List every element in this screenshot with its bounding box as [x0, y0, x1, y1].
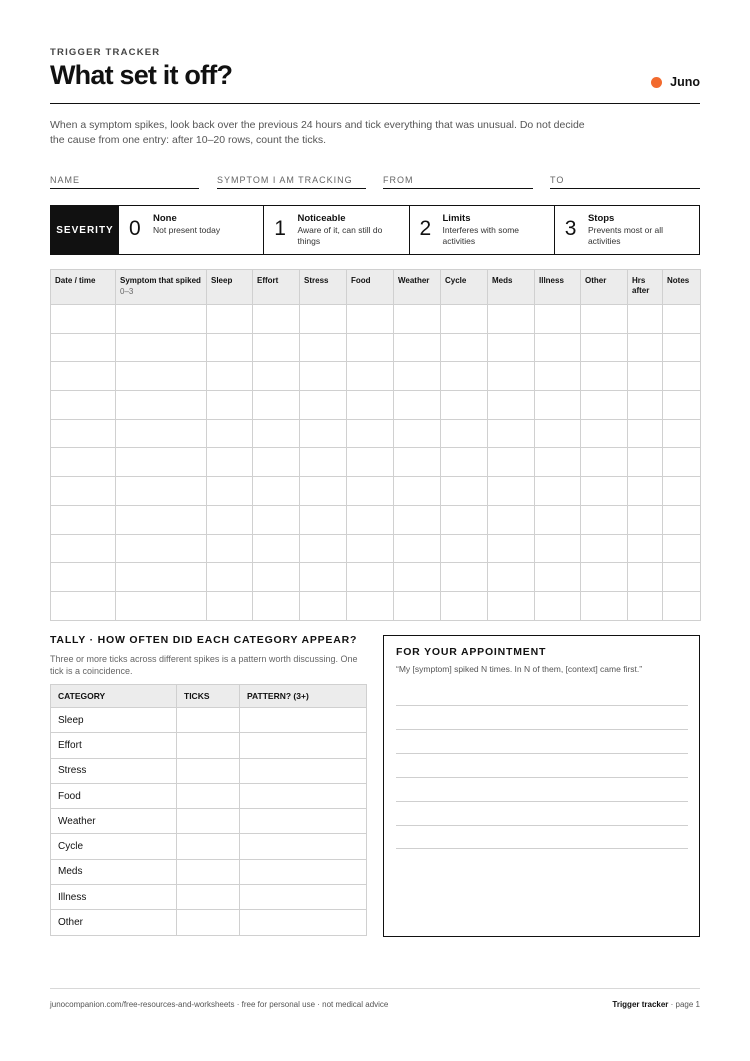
log-cell[interactable] — [628, 391, 663, 420]
log-cell[interactable] — [394, 563, 441, 592]
severity-level-1 — [263, 206, 408, 254]
log-row — [51, 391, 701, 420]
log-cell[interactable] — [441, 505, 488, 534]
severity-label: Noticeable — [297, 213, 346, 224]
log-cell[interactable] — [441, 534, 488, 563]
tally-pattern-cell[interactable] — [240, 859, 367, 884]
log-cell[interactable] — [207, 419, 253, 448]
eyebrow-label: TRIGGER TRACKER — [50, 47, 161, 58]
log-cell[interactable] — [628, 362, 663, 391]
log-cell[interactable] — [394, 391, 441, 420]
log-cell[interactable] — [253, 391, 300, 420]
column-header-hrs-after: Hrs after — [628, 270, 663, 305]
log-cell[interactable] — [51, 333, 116, 362]
tally-row — [51, 834, 367, 859]
log-cell[interactable] — [347, 477, 394, 506]
log-cell[interactable] — [207, 591, 253, 620]
tally-ticks-cell[interactable] — [177, 910, 240, 935]
tally-category-label: Weather — [51, 809, 177, 834]
tally-pattern-cell[interactable] — [240, 910, 367, 935]
log-cell[interactable] — [116, 419, 207, 448]
log-cell[interactable] — [535, 534, 581, 563]
log-row — [51, 477, 701, 506]
tally-note: Three or more ticks across different spikes is a pattern worth discussing. One tick is a coincidence. — [50, 654, 358, 676]
log-cell[interactable] — [488, 362, 535, 391]
log-cell[interactable] — [300, 563, 347, 592]
log-cell[interactable] — [116, 591, 207, 620]
log-cell[interactable] — [663, 505, 701, 534]
log-cell[interactable] — [581, 591, 628, 620]
intro-text: When a symptom spikes, look back over the previous 24 hours and tick everything that was unusual. Do not decide the cause from one entry: after 10–20 rows, count the ticks. — [50, 119, 585, 146]
log-cell[interactable] — [628, 419, 663, 448]
log-cell[interactable] — [488, 505, 535, 534]
log-cell[interactable] — [116, 534, 207, 563]
appointment-quote: “My [symptom] spiked N times. In N of them, [context] came first.” — [396, 664, 643, 674]
log-cell[interactable] — [253, 448, 300, 477]
log-cell[interactable] — [253, 591, 300, 620]
tally-row — [51, 809, 367, 834]
log-cell[interactable] — [663, 391, 701, 420]
log-cell[interactable] — [535, 591, 581, 620]
log-cell[interactable] — [663, 563, 701, 592]
severity-description: Not present today — [153, 225, 221, 235]
log-cell[interactable] — [51, 477, 116, 506]
log-cell[interactable] — [663, 305, 701, 334]
severity-description: Aware of it, can still do things — [297, 225, 383, 246]
tally-table — [50, 684, 367, 936]
log-cell[interactable] — [663, 591, 701, 620]
footer-doc-name: Trigger tracker — [612, 1000, 669, 1009]
log-cell[interactable] — [441, 419, 488, 448]
log-cell[interactable] — [207, 505, 253, 534]
worksheet-page — [50, 0, 700, 1061]
log-cell[interactable] — [347, 448, 394, 477]
column-header-weather: Weather — [394, 270, 441, 305]
log-row — [51, 333, 701, 362]
appointment-writing-line[interactable] — [396, 777, 688, 778]
tally-ticks-cell[interactable] — [177, 809, 240, 834]
log-cell[interactable] — [628, 477, 663, 506]
log-row — [51, 305, 701, 334]
log-cell[interactable] — [488, 448, 535, 477]
log-cell[interactable] — [441, 333, 488, 362]
tally-pattern-cell[interactable] — [240, 885, 367, 910]
brand-logo — [651, 75, 700, 89]
log-cell[interactable] — [535, 448, 581, 477]
log-cell[interactable] — [394, 305, 441, 334]
tally-ticks-cell[interactable] — [177, 708, 240, 733]
log-cell[interactable] — [488, 563, 535, 592]
footer-url: junocompanion.com/free-resources-and-worksheets · free for personal use · not medical advice — [50, 1000, 389, 1009]
log-cell[interactable] — [51, 419, 116, 448]
column-header-sleep: Sleep — [207, 270, 253, 305]
log-cell[interactable] — [663, 419, 701, 448]
log-cell[interactable] — [535, 391, 581, 420]
log-cell[interactable] — [51, 362, 116, 391]
tally-header-ticks: TICKS — [177, 685, 240, 708]
log-cell[interactable] — [394, 477, 441, 506]
log-cell[interactable] — [51, 591, 116, 620]
log-cell[interactable] — [488, 333, 535, 362]
symptom-field-label: SYMPTOM I AM TRACKING — [217, 175, 353, 185]
tally-header-pattern: PATTERN? (3+) — [240, 685, 367, 708]
log-cell[interactable] — [347, 505, 394, 534]
log-cell[interactable] — [300, 333, 347, 362]
column-header-stress: Stress — [300, 270, 347, 305]
log-cell[interactable] — [628, 448, 663, 477]
log-row — [51, 563, 701, 592]
tally-pattern-cell[interactable] — [240, 834, 367, 859]
log-cell[interactable] — [394, 591, 441, 620]
log-cell[interactable] — [628, 505, 663, 534]
severity-number: 0 — [129, 217, 141, 240]
log-cell[interactable] — [663, 448, 701, 477]
log-cell[interactable] — [581, 477, 628, 506]
tally-category-label: Food — [51, 783, 177, 808]
log-cell[interactable] — [300, 591, 347, 620]
severity-heading: SEVERITY — [51, 206, 119, 254]
severity-label: Limits — [442, 213, 471, 224]
log-cell[interactable] — [51, 391, 116, 420]
from-field-label: FROM — [383, 175, 414, 185]
log-cell[interactable] — [441, 563, 488, 592]
tally-row — [51, 733, 367, 758]
name-field[interactable] — [50, 170, 199, 189]
log-cell[interactable] — [300, 505, 347, 534]
log-cell[interactable] — [51, 505, 116, 534]
tally-pattern-cell[interactable] — [240, 708, 367, 733]
log-cell[interactable] — [581, 534, 628, 563]
log-cell[interactable] — [441, 362, 488, 391]
log-cell[interactable] — [116, 362, 207, 391]
log-cell[interactable] — [581, 333, 628, 362]
log-cell[interactable] — [663, 534, 701, 563]
appointment-writing-line[interactable] — [396, 729, 688, 730]
log-cell[interactable] — [441, 591, 488, 620]
log-cell[interactable] — [663, 362, 701, 391]
severity-label: Stops — [587, 213, 615, 224]
log-cell[interactable] — [347, 563, 394, 592]
column-header-illness: Illness — [535, 270, 581, 305]
log-cell[interactable] — [581, 563, 628, 592]
tally-category-label: Illness — [51, 885, 177, 910]
tally-category-label: Sleep — [51, 708, 177, 733]
log-cell[interactable] — [488, 591, 535, 620]
log-cell[interactable] — [347, 534, 394, 563]
column-header-effort: Effort — [253, 270, 300, 305]
log-cell[interactable] — [535, 477, 581, 506]
name-field-label: NAME — [50, 175, 81, 185]
log-cell[interactable] — [207, 333, 253, 362]
tally-category-label: Stress — [51, 758, 177, 783]
log-cell[interactable] — [394, 333, 441, 362]
log-cell[interactable] — [347, 362, 394, 391]
severity-level-0 — [119, 206, 263, 254]
tally-pattern-cell[interactable] — [240, 758, 367, 783]
log-cell[interactable] — [300, 448, 347, 477]
log-cell[interactable] — [253, 419, 300, 448]
log-cell[interactable] — [347, 419, 394, 448]
log-cell[interactable] — [207, 448, 253, 477]
severity-number: 3 — [564, 217, 577, 240]
column-header-date-time: Date / time — [51, 270, 116, 305]
tally-ticks-cell[interactable] — [177, 859, 240, 884]
log-cell[interactable] — [488, 391, 535, 420]
log-cell[interactable] — [116, 505, 207, 534]
brand-name: Juno — [670, 75, 700, 89]
log-cell[interactable] — [488, 534, 535, 563]
column-header-meds: Meds — [488, 270, 535, 305]
log-cell[interactable] — [535, 305, 581, 334]
log-cell[interactable] — [535, 563, 581, 592]
severity-description: Interferes with some activities — [442, 225, 520, 246]
severity-number: 1 — [274, 217, 286, 240]
log-cell[interactable] — [51, 448, 116, 477]
log-cell[interactable] — [253, 305, 300, 334]
log-cell[interactable] — [253, 362, 300, 391]
symptom-field[interactable] — [217, 170, 366, 189]
log-cell[interactable] — [116, 333, 207, 362]
to-date-field[interactable] — [550, 170, 700, 189]
column-header-symptom: Symptom that spiked 0–3 — [116, 270, 207, 305]
log-cell[interactable] — [663, 477, 701, 506]
log-cell[interactable] — [488, 305, 535, 334]
log-row — [51, 591, 701, 620]
log-cell[interactable] — [207, 563, 253, 592]
log-cell[interactable] — [394, 505, 441, 534]
appointment-writing-line[interactable] — [396, 801, 688, 802]
header-divider — [50, 103, 700, 104]
tally-ticks-cell[interactable] — [177, 783, 240, 808]
log-cell[interactable] — [207, 362, 253, 391]
log-cell[interactable] — [207, 391, 253, 420]
appointment-box — [383, 635, 700, 937]
log-cell[interactable] — [207, 477, 253, 506]
log-cell[interactable] — [581, 448, 628, 477]
tally-pattern-cell[interactable] — [240, 783, 367, 808]
log-cell[interactable] — [300, 477, 347, 506]
log-cell[interactable] — [300, 419, 347, 448]
tally-row — [51, 910, 367, 935]
footer-divider — [50, 988, 700, 989]
severity-level-2 — [409, 206, 554, 254]
footer-page-number: · page 1 — [668, 1000, 700, 1009]
log-cell[interactable] — [535, 333, 581, 362]
log-cell[interactable] — [300, 391, 347, 420]
page-title: What set it off? — [50, 60, 233, 90]
tally-category-label: Effort — [51, 733, 177, 758]
tally-row — [51, 708, 367, 733]
log-cell[interactable] — [628, 333, 663, 362]
tally-row — [51, 783, 367, 808]
severity-number: 2 — [419, 217, 432, 240]
tally-pattern-cell[interactable] — [240, 733, 367, 758]
log-cell[interactable] — [253, 477, 300, 506]
log-cell[interactable] — [581, 305, 628, 334]
tally-title: TALLY · HOW OFTEN DID EACH CATEGORY APPEAR? — [50, 634, 358, 646]
log-cell[interactable] — [253, 333, 300, 362]
log-cell[interactable] — [581, 391, 628, 420]
log-cell[interactable] — [441, 448, 488, 477]
severity-description: Prevents most or all activities — [587, 225, 664, 246]
log-cell[interactable] — [116, 477, 207, 506]
log-cell[interactable] — [441, 305, 488, 334]
log-row — [51, 448, 701, 477]
trigger-log-table — [50, 269, 701, 621]
log-cell[interactable] — [394, 448, 441, 477]
appointment-writing-line[interactable] — [396, 848, 688, 849]
log-header-row — [51, 270, 701, 305]
appointment-writing-line[interactable] — [396, 825, 688, 826]
log-cell[interactable] — [51, 563, 116, 592]
log-cell[interactable] — [116, 391, 207, 420]
column-header-food: Food — [347, 270, 394, 305]
log-cell[interactable] — [488, 419, 535, 448]
log-row — [51, 534, 701, 563]
tally-ticks-cell[interactable] — [177, 834, 240, 859]
appointment-writing-line[interactable] — [396, 753, 688, 754]
tally-header-row — [51, 685, 367, 708]
log-cell[interactable] — [581, 505, 628, 534]
log-cell[interactable] — [628, 534, 663, 563]
log-cell[interactable] — [300, 305, 347, 334]
log-cell[interactable] — [394, 419, 441, 448]
log-row — [51, 362, 701, 391]
log-row — [51, 505, 701, 534]
tally-ticks-cell[interactable] — [177, 758, 240, 783]
log-cell[interactable] — [441, 391, 488, 420]
log-cell[interactable] — [394, 534, 441, 563]
log-cell[interactable] — [51, 305, 116, 334]
log-cell[interactable] — [116, 448, 207, 477]
log-cell[interactable] — [116, 305, 207, 334]
log-cell[interactable] — [300, 362, 347, 391]
log-cell[interactable] — [207, 305, 253, 334]
tally-header-category: CATEGORY — [51, 685, 177, 708]
tally-row — [51, 758, 367, 783]
log-cell[interactable] — [300, 534, 347, 563]
log-cell[interactable] — [116, 563, 207, 592]
log-cell[interactable] — [535, 419, 581, 448]
log-row — [51, 419, 701, 448]
from-date-field[interactable] — [383, 170, 533, 189]
log-cell[interactable] — [253, 505, 300, 534]
footer-page-label — [612, 1000, 700, 1009]
log-cell[interactable] — [394, 362, 441, 391]
column-header-cycle: Cycle — [441, 270, 488, 305]
log-cell[interactable] — [581, 419, 628, 448]
log-cell[interactable] — [207, 534, 253, 563]
tally-row — [51, 859, 367, 884]
column-subheader-scale: 0–3 — [120, 287, 134, 296]
tally-category-label: Meds — [51, 859, 177, 884]
log-cell[interactable] — [535, 362, 581, 391]
severity-level-3 — [554, 206, 699, 254]
log-cell[interactable] — [253, 563, 300, 592]
log-cell[interactable] — [488, 477, 535, 506]
column-header-notes: Notes — [663, 270, 701, 305]
log-cell[interactable] — [253, 534, 300, 563]
log-cell[interactable] — [441, 477, 488, 506]
appointment-writing-line[interactable] — [396, 705, 688, 706]
column-header-other: Other — [581, 270, 628, 305]
log-cell[interactable] — [628, 591, 663, 620]
log-cell[interactable] — [347, 391, 394, 420]
log-cell[interactable] — [628, 563, 663, 592]
brand-dot-icon — [651, 77, 662, 88]
severity-label: None — [153, 213, 177, 224]
log-cell[interactable] — [347, 333, 394, 362]
appointment-title: FOR YOUR APPOINTMENT — [396, 646, 547, 658]
to-field-label: TO — [550, 175, 565, 185]
tally-ticks-cell[interactable] — [177, 733, 240, 758]
log-cell[interactable] — [535, 505, 581, 534]
log-cell[interactable] — [347, 305, 394, 334]
severity-scale — [50, 205, 700, 255]
log-cell[interactable] — [628, 305, 663, 334]
tally-ticks-cell[interactable] — [177, 885, 240, 910]
tally-row — [51, 885, 367, 910]
log-cell[interactable] — [663, 333, 701, 362]
log-cell[interactable] — [51, 534, 116, 563]
tally-pattern-cell[interactable] — [240, 809, 367, 834]
log-cell[interactable] — [347, 591, 394, 620]
tally-category-label: Cycle — [51, 834, 177, 859]
log-cell[interactable] — [581, 362, 628, 391]
tally-category-label: Other — [51, 910, 177, 935]
